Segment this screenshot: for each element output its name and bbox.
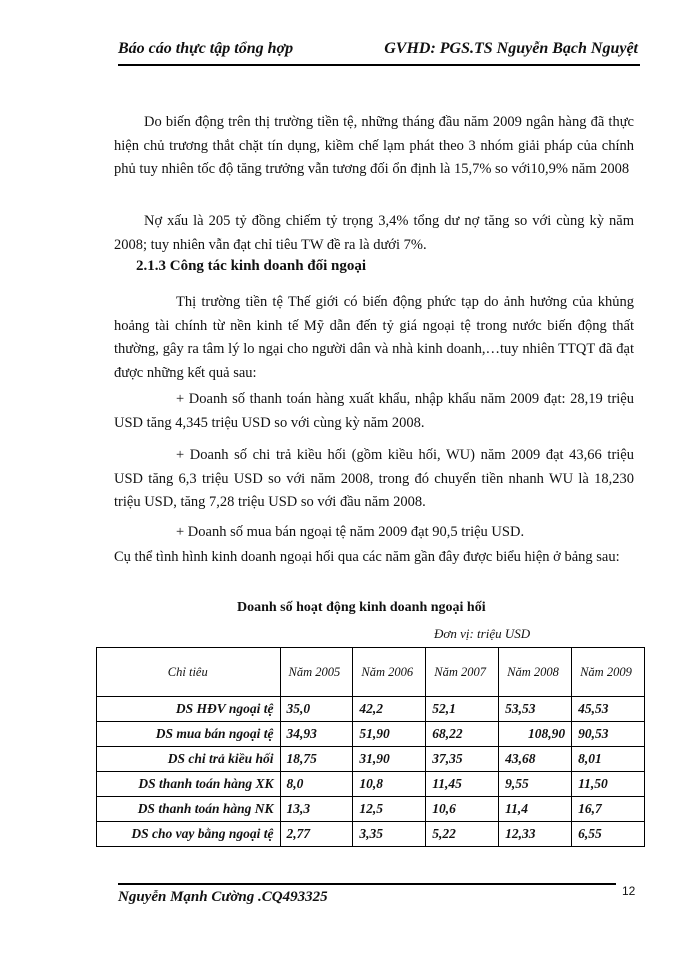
row-label: DS chi trả kiều hối: [97, 747, 281, 772]
table-cell: 90,53: [572, 722, 645, 747]
header-supervisor: GVHD: PGS.TS Nguyễn Bạch Nguyệt: [384, 40, 638, 57]
paragraph-table-intro: Cụ thể tình hình kinh doanh ngoại hối qua các năm gần đây được biểu hiện ở bảng sau:: [114, 549, 620, 565]
row-label: DS cho vay bằng ngoại tệ: [97, 822, 281, 847]
table-cell: 10,6: [426, 797, 499, 822]
section-heading: 2.1.3 Công tác kinh doanh đối ngoại: [136, 258, 367, 274]
bullet-fx-trading: + Doanh số mua bán ngoại tệ năm 2009 đạt 90,5 triệu USD.: [176, 524, 525, 540]
table-cell: 5,22: [426, 822, 499, 847]
table-cell: 51,90: [353, 722, 426, 747]
page-number: 12: [622, 884, 636, 898]
table-unit: Đơn vị: triệu USD: [434, 626, 531, 641]
header-report-title: Báo cáo thực tập tổng hợp: [118, 40, 294, 57]
table-cell: 45,53: [572, 697, 645, 722]
table-cell: 12,5: [353, 797, 426, 822]
header-cell-year: Năm 2005: [280, 648, 353, 697]
row-label: DS thanh toán hàng XK: [97, 772, 281, 797]
table-cell: 2,77: [280, 822, 353, 847]
table-cell: 43,68: [499, 747, 572, 772]
table-cell: 37,35: [426, 747, 499, 772]
table-cell: 10,8: [353, 772, 426, 797]
table-cell: 11,45: [426, 772, 499, 797]
table-cell: 11,50: [572, 772, 645, 797]
table-cell: 6,55: [572, 822, 645, 847]
paragraph-bad-debt: Nợ xấu là 205 tỷ đồng chiếm tỷ trọng 3,4% tổng dư nợ tăng so với cùng kỳ năm 2008; tuy nhiên vẫn đạt chỉ tiêu TW đề ra là dưới 7%.: [114, 213, 634, 253]
page-header: [118, 38, 638, 64]
table-cell: 8,01: [572, 747, 645, 772]
paragraph-market-overview: Thị trường tiền tệ Thế giới có biến động phức tạp do ảnh hưởng của khủng hoảng tài chính từ nền kinh tế Mỹ dẫn đến tỷ giá ngoại tệ trong nước biến động thất thường, gây ra tâm lý lo ngại cho người dân và nhà kinh doanh,…tuy nhiên TTQT đã đạt được những kết quả sau:: [114, 294, 634, 381]
table-cell: 12,33: [499, 822, 572, 847]
table-cell: 31,90: [353, 747, 426, 772]
header-cell-year: Năm 2006: [353, 648, 426, 697]
table-cell: 52,1: [426, 697, 499, 722]
row-label: DS thanh toán hàng NK: [97, 797, 281, 822]
paragraph-credit-growth: Do biến động trên thị trường tiền tệ, những tháng đầu năm 2009 ngân hàng đã thực hiện chủ trương thắt chặt tín dụng, kiềm chế lạm phát theo 3 nhóm giải pháp của chính phủ tuy nhiên tốc độ tăng trưởng vẫn tương đối ổn định là 15,7% so với10,9% năm 2008: [114, 114, 634, 177]
table-row: [97, 822, 645, 847]
table-cell: 8,0: [280, 772, 353, 797]
table-cell: 42,2: [353, 697, 426, 722]
footer-rule: [118, 883, 616, 885]
table-cell: 9,55: [499, 772, 572, 797]
table-row: [97, 747, 645, 772]
row-label: DS mua bán ngoại tệ: [97, 722, 281, 747]
table-row: [97, 772, 645, 797]
table-header-row: [97, 648, 645, 697]
table-cell: 68,22: [426, 722, 499, 747]
header-cell-year: Năm 2009: [572, 648, 645, 697]
table-row: [97, 722, 645, 747]
row-label: DS HĐV ngoại tệ: [97, 697, 281, 722]
table-cell: 11,4: [499, 797, 572, 822]
table-cell: 53,53: [499, 697, 572, 722]
header-rule: [118, 64, 640, 66]
table-cell: 3,35: [353, 822, 426, 847]
footer-author: Nguyễn Mạnh Cường .CQ493325: [118, 889, 328, 905]
table-row: [97, 697, 645, 722]
fx-revenue-table: [96, 647, 645, 847]
table-cell: 16,7: [572, 797, 645, 822]
bullet-remittance: + Doanh số chi trả kiều hối (gồm kiều hối, WU) năm 2009 đạt 43,66 triệu USD tăng 6,3 triệu USD so với năm 2008, trong đó chuyển tiền nhanh WU là 18,230 triệu USD, tăng 7,28 triệu USD so với đầu năm 2008.: [114, 447, 634, 510]
table-cell: 34,93: [280, 722, 353, 747]
table-cell: 18,75: [280, 747, 353, 772]
header-cell-year: Năm 2007: [426, 648, 499, 697]
table-caption: Doanh số hoạt động kinh doanh ngoại hối: [237, 600, 486, 615]
header-cell-indicator: Chỉ tiêu: [97, 648, 281, 697]
table-cell: 13,3: [280, 797, 353, 822]
bullet-export-import: + Doanh số thanh toán hàng xuất khẩu, nhập khẩu năm 2009 đạt: 28,19 triệu USD tăng 4,345 triệu USD so với cùng kỳ năm 2008.: [114, 391, 634, 431]
header-cell-year: Năm 2008: [499, 648, 572, 697]
table-row: [97, 797, 645, 822]
table-cell: 35,0: [280, 697, 353, 722]
table-cell: 108,90: [499, 722, 572, 747]
